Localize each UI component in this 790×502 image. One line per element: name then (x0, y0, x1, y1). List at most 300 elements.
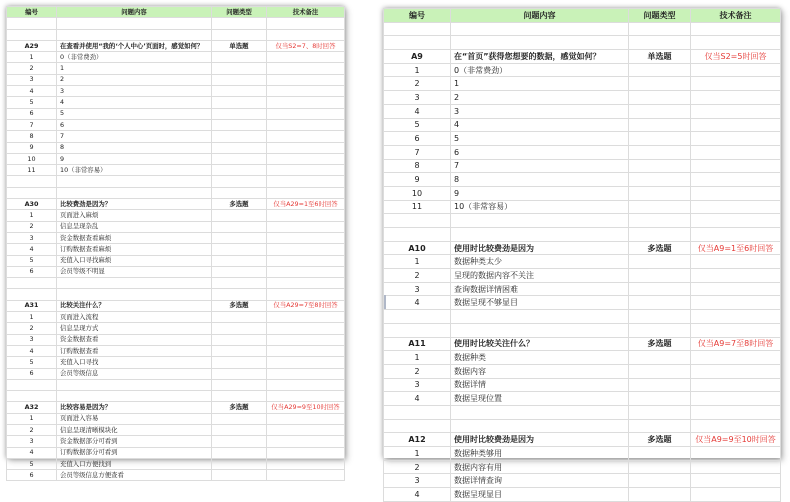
empty-cell (691, 447, 781, 461)
empty-cell (691, 488, 781, 502)
blank-cell (691, 228, 781, 242)
option-row (7, 436, 345, 447)
option-row (7, 97, 345, 108)
blank-cell (691, 36, 781, 50)
option-text: 订购数据查看 (57, 345, 212, 356)
option-text: 7 (451, 159, 629, 173)
empty-cell (212, 221, 267, 232)
blank-cell (212, 187, 267, 198)
empty-cell (267, 447, 345, 458)
empty-cell (267, 232, 345, 243)
blank-cell (691, 323, 781, 337)
option-row (7, 221, 345, 232)
option-text: 页面进入麻烦 (57, 210, 212, 221)
question-text: 比较容易是因为？ (57, 402, 212, 413)
question-code: A29 (7, 40, 57, 51)
blank-cell (7, 391, 57, 402)
option-text: 查询数据详情困难 (451, 282, 629, 296)
option-code: 3 (384, 378, 451, 392)
option-code: 1 (384, 351, 451, 365)
option-row (384, 118, 781, 132)
option-row (384, 255, 781, 269)
option-code: 1 (384, 255, 451, 269)
empty-cell (267, 97, 345, 108)
empty-cell (629, 104, 691, 118)
option-row (384, 132, 781, 146)
empty-cell (691, 296, 781, 310)
option-text: 0（非常费劲） (57, 52, 212, 63)
blank-cell (451, 419, 629, 433)
table-header-row (384, 9, 781, 23)
question-code: A9 (384, 50, 451, 64)
option-code: 3 (384, 474, 451, 488)
empty-cell (212, 334, 267, 345)
empty-cell (691, 159, 781, 173)
blank-cell (7, 289, 57, 300)
option-row (384, 77, 781, 91)
option-text: 会员等级信息方便查看 (57, 470, 212, 481)
empty-cell (267, 458, 345, 469)
option-row (7, 447, 345, 458)
option-row (7, 312, 345, 323)
empty-cell (212, 357, 267, 368)
option-row (7, 424, 345, 435)
option-row (384, 91, 781, 105)
option-text: 充值入口寻找 (57, 357, 212, 368)
blank-cell (384, 214, 451, 228)
blank-cell (212, 29, 267, 40)
option-code: 8 (384, 159, 451, 173)
empty-cell (691, 200, 781, 214)
blank-cell (629, 419, 691, 433)
blank-cell (691, 419, 781, 433)
blank-cell (629, 405, 691, 419)
blank-cell (57, 278, 212, 289)
empty-cell (691, 269, 781, 283)
blank-cell (57, 176, 212, 187)
question-text: 比较费劲是因为？ (57, 199, 212, 210)
empty-cell (629, 378, 691, 392)
option-text: 1 (451, 77, 629, 91)
empty-cell (212, 142, 267, 153)
question-text: 在查看并使用“我的‘个人中心’页面时，感觉如何？ (57, 40, 212, 51)
option-code: 5 (7, 255, 57, 266)
blank-cell (629, 214, 691, 228)
blank-cell (267, 29, 345, 40)
option-row (7, 210, 345, 221)
blank-cell (7, 187, 57, 198)
empty-cell (212, 447, 267, 458)
option-row (7, 357, 345, 368)
empty-cell (267, 368, 345, 379)
blank-cell (7, 278, 57, 289)
option-text: 充值入口寻找麻烦 (57, 255, 212, 266)
empty-cell (691, 132, 781, 146)
option-code: 6 (384, 132, 451, 146)
option-text: 10（非常容易） (57, 165, 212, 176)
blank-row (384, 214, 781, 228)
blank-cell (267, 391, 345, 402)
empty-cell (212, 424, 267, 435)
blank-cell (451, 310, 629, 324)
empty-cell (629, 77, 691, 91)
empty-cell (212, 86, 267, 97)
empty-cell (212, 232, 267, 243)
empty-cell (629, 296, 691, 310)
header-code: 编号 (7, 7, 57, 18)
empty-cell (267, 334, 345, 345)
empty-cell (691, 378, 781, 392)
option-row (7, 470, 345, 481)
option-row (7, 108, 345, 119)
blank-cell (384, 310, 451, 324)
blank-cell (451, 228, 629, 242)
option-code: 4 (7, 86, 57, 97)
empty-cell (212, 165, 267, 176)
question-type: 多选题 (629, 241, 691, 255)
empty-cell (267, 119, 345, 130)
blank-cell (57, 187, 212, 198)
blank-cell (212, 289, 267, 300)
option-text: 4 (451, 118, 629, 132)
blank-cell (384, 323, 451, 337)
empty-cell (267, 165, 345, 176)
option-code: 10 (384, 186, 451, 200)
empty-cell (267, 131, 345, 142)
empty-cell (267, 323, 345, 334)
option-text: 10（非常容易） (451, 200, 629, 214)
question-row (7, 402, 345, 413)
empty-cell (267, 413, 345, 424)
blank-cell (212, 379, 267, 390)
empty-cell (267, 52, 345, 63)
option-row (384, 200, 781, 214)
header-type: 问题类型 (212, 7, 267, 18)
empty-cell (267, 142, 345, 153)
blank-row (384, 22, 781, 36)
option-row (7, 334, 345, 345)
empty-cell (629, 159, 691, 173)
blank-cell (212, 391, 267, 402)
question-row (384, 337, 781, 351)
option-row (384, 392, 781, 406)
option-text: 页面进入流程 (57, 312, 212, 323)
empty-cell (212, 470, 267, 481)
option-code: 1 (384, 447, 451, 461)
header-type: 问题类型 (629, 9, 691, 23)
empty-cell (212, 323, 267, 334)
empty-cell (691, 173, 781, 187)
option-text: 资金数据查看 (57, 334, 212, 345)
option-row (384, 474, 781, 488)
option-text: 5 (451, 132, 629, 146)
blank-cell (212, 176, 267, 187)
question-text: 在“首页”获得您想要的数据，感觉如何？ (451, 50, 629, 64)
blank-cell (384, 22, 451, 36)
option-text: 数据详情查询 (451, 474, 629, 488)
option-row (384, 104, 781, 118)
blank-cell (57, 379, 212, 390)
option-text: 9 (57, 153, 212, 164)
option-code: 5 (7, 97, 57, 108)
option-code: 7 (384, 145, 451, 159)
option-row (7, 131, 345, 142)
blank-cell (267, 289, 345, 300)
option-code: 1 (7, 413, 57, 424)
empty-cell (629, 282, 691, 296)
option-text: 会员等级不明显 (57, 266, 212, 277)
question-row (384, 241, 781, 255)
option-code: 2 (384, 77, 451, 91)
blank-row (7, 278, 345, 289)
option-code: 4 (384, 296, 451, 310)
empty-cell (691, 474, 781, 488)
blank-row (384, 405, 781, 419)
option-text: 会员等级信息 (57, 368, 212, 379)
option-code: 9 (7, 142, 57, 153)
blank-row (7, 18, 345, 29)
blank-cell (691, 405, 781, 419)
option-row (384, 378, 781, 392)
option-row (7, 63, 345, 74)
empty-cell (212, 108, 267, 119)
row-selection-marker (384, 295, 386, 309)
blank-cell (451, 22, 629, 36)
blank-cell (267, 176, 345, 187)
option-text: 数据详情 (451, 378, 629, 392)
option-code: 6 (7, 266, 57, 277)
empty-cell (267, 86, 345, 97)
empty-cell (212, 312, 267, 323)
header-content: 问题内容 (57, 7, 212, 18)
blank-cell (57, 29, 212, 40)
option-row (7, 255, 345, 266)
technical-note: 仅当A29=9至10时回答 (267, 402, 345, 413)
option-code: 4 (384, 392, 451, 406)
option-row (7, 368, 345, 379)
question-row (7, 300, 345, 311)
empty-cell (629, 392, 691, 406)
option-row (7, 153, 345, 164)
option-code: 3 (7, 232, 57, 243)
question-code: A30 (7, 199, 57, 210)
option-text: 数据种类 (451, 351, 629, 365)
empty-cell (629, 118, 691, 132)
blank-row (384, 310, 781, 324)
blank-cell (451, 214, 629, 228)
blank-cell (384, 36, 451, 50)
blank-cell (212, 278, 267, 289)
question-type: 多选题 (212, 300, 267, 311)
empty-cell (212, 345, 267, 356)
empty-cell (212, 255, 267, 266)
option-text: 数据呈现显目 (451, 488, 629, 502)
option-text: 信息呈现方式 (57, 323, 212, 334)
option-text: 信息呈现杂乱 (57, 221, 212, 232)
option-text: 3 (451, 104, 629, 118)
option-text: 页面进入容易 (57, 413, 212, 424)
empty-cell (629, 364, 691, 378)
option-text: 2 (451, 91, 629, 105)
option-code: 6 (7, 368, 57, 379)
option-text: 信息呈现清晰模块化 (57, 424, 212, 435)
empty-cell (267, 266, 345, 277)
option-code: 1 (7, 312, 57, 323)
blank-cell (267, 379, 345, 390)
technical-note: 仅当A9=7至8时回答 (691, 337, 781, 351)
technical-note: 仅当A9=1至6时回答 (691, 241, 781, 255)
option-text: 3 (57, 86, 212, 97)
option-code: 3 (7, 74, 57, 85)
option-text: 呈现的数据内容不关注 (451, 269, 629, 283)
option-row (7, 119, 345, 130)
blank-row (7, 176, 345, 187)
technical-note: 仅当A9=9至10时回答 (691, 433, 781, 447)
blank-cell (691, 214, 781, 228)
blank-cell (691, 22, 781, 36)
option-row (384, 145, 781, 159)
option-row (384, 159, 781, 173)
empty-cell (629, 488, 691, 502)
question-row (384, 50, 781, 64)
empty-cell (691, 77, 781, 91)
technical-note: 仅当S2=7、8时回答 (267, 40, 345, 51)
option-row (384, 447, 781, 461)
header-content: 问题内容 (451, 9, 629, 23)
option-text: 8 (57, 142, 212, 153)
option-row (384, 488, 781, 502)
option-code: 2 (7, 221, 57, 232)
option-text: 8 (451, 173, 629, 187)
blank-cell (691, 310, 781, 324)
option-code: 3 (7, 436, 57, 447)
question-type: 单选题 (629, 50, 691, 64)
empty-cell (212, 153, 267, 164)
empty-cell (212, 210, 267, 221)
option-text: 7 (57, 131, 212, 142)
blank-cell (7, 29, 57, 40)
empty-cell (212, 266, 267, 277)
empty-cell (212, 97, 267, 108)
option-code: 11 (7, 165, 57, 176)
table-header-row (7, 7, 345, 18)
option-row (7, 52, 345, 63)
question-code: A11 (384, 337, 451, 351)
blank-cell (629, 22, 691, 36)
option-row (384, 460, 781, 474)
empty-cell (267, 63, 345, 74)
question-type: 多选题 (629, 433, 691, 447)
blank-cell (384, 228, 451, 242)
empty-cell (212, 244, 267, 255)
blank-row (384, 36, 781, 50)
option-text: 数据种类够用 (451, 447, 629, 461)
blank-cell (451, 405, 629, 419)
empty-cell (629, 186, 691, 200)
option-text: 充值入口方便找到 (57, 458, 212, 469)
question-type: 多选题 (629, 337, 691, 351)
option-row (7, 142, 345, 153)
option-code: 2 (7, 63, 57, 74)
blank-cell (451, 36, 629, 50)
blank-row (7, 29, 345, 40)
option-text: 数据呈现位置 (451, 392, 629, 406)
option-code: 11 (384, 200, 451, 214)
empty-cell (212, 131, 267, 142)
option-code: 4 (7, 244, 57, 255)
header-note: 技术备注 (691, 9, 781, 23)
option-text: 订购数据查看麻烦 (57, 244, 212, 255)
option-row (7, 244, 345, 255)
empty-cell (629, 91, 691, 105)
question-type: 单选题 (212, 40, 267, 51)
option-code: 1 (384, 63, 451, 77)
empty-cell (212, 436, 267, 447)
option-text: 0（非常费劲） (451, 63, 629, 77)
empty-cell (267, 255, 345, 266)
empty-cell (267, 210, 345, 221)
blank-cell (212, 18, 267, 29)
empty-cell (691, 63, 781, 77)
option-row (7, 345, 345, 356)
option-row (7, 232, 345, 243)
blank-row (7, 187, 345, 198)
empty-cell (629, 173, 691, 187)
option-row (384, 364, 781, 378)
option-row (384, 296, 781, 310)
option-text: 数据呈现不够显目 (451, 296, 629, 310)
question-row (7, 199, 345, 210)
empty-cell (629, 63, 691, 77)
empty-cell (691, 104, 781, 118)
empty-cell (691, 282, 781, 296)
blank-cell (57, 391, 212, 402)
empty-cell (212, 63, 267, 74)
empty-cell (267, 244, 345, 255)
empty-cell (691, 255, 781, 269)
questionnaire-sheet-left (6, 6, 344, 479)
option-row (384, 173, 781, 187)
empty-cell (629, 447, 691, 461)
empty-cell (691, 118, 781, 132)
option-row (7, 266, 345, 277)
option-code: 4 (7, 345, 57, 356)
blank-cell (629, 323, 691, 337)
blank-row (384, 323, 781, 337)
header-note: 技术备注 (267, 7, 345, 18)
question-code: A32 (7, 402, 57, 413)
option-text: 订购数据部分可看到 (57, 447, 212, 458)
empty-cell (691, 460, 781, 474)
blank-cell (57, 289, 212, 300)
option-row (7, 165, 345, 176)
technical-note: 仅当A29=1至6时回答 (267, 199, 345, 210)
option-text: 5 (57, 108, 212, 119)
blank-cell (267, 18, 345, 29)
option-row (7, 413, 345, 424)
question-text: 使用时比较关注什么？ (451, 337, 629, 351)
question-row (384, 433, 781, 447)
blank-row (7, 379, 345, 390)
empty-cell (691, 145, 781, 159)
blank-row (7, 391, 345, 402)
technical-note: 仅当A29=7至8时回答 (267, 300, 345, 311)
empty-cell (267, 312, 345, 323)
option-row (7, 323, 345, 334)
empty-cell (629, 200, 691, 214)
empty-cell (267, 108, 345, 119)
blank-cell (7, 379, 57, 390)
